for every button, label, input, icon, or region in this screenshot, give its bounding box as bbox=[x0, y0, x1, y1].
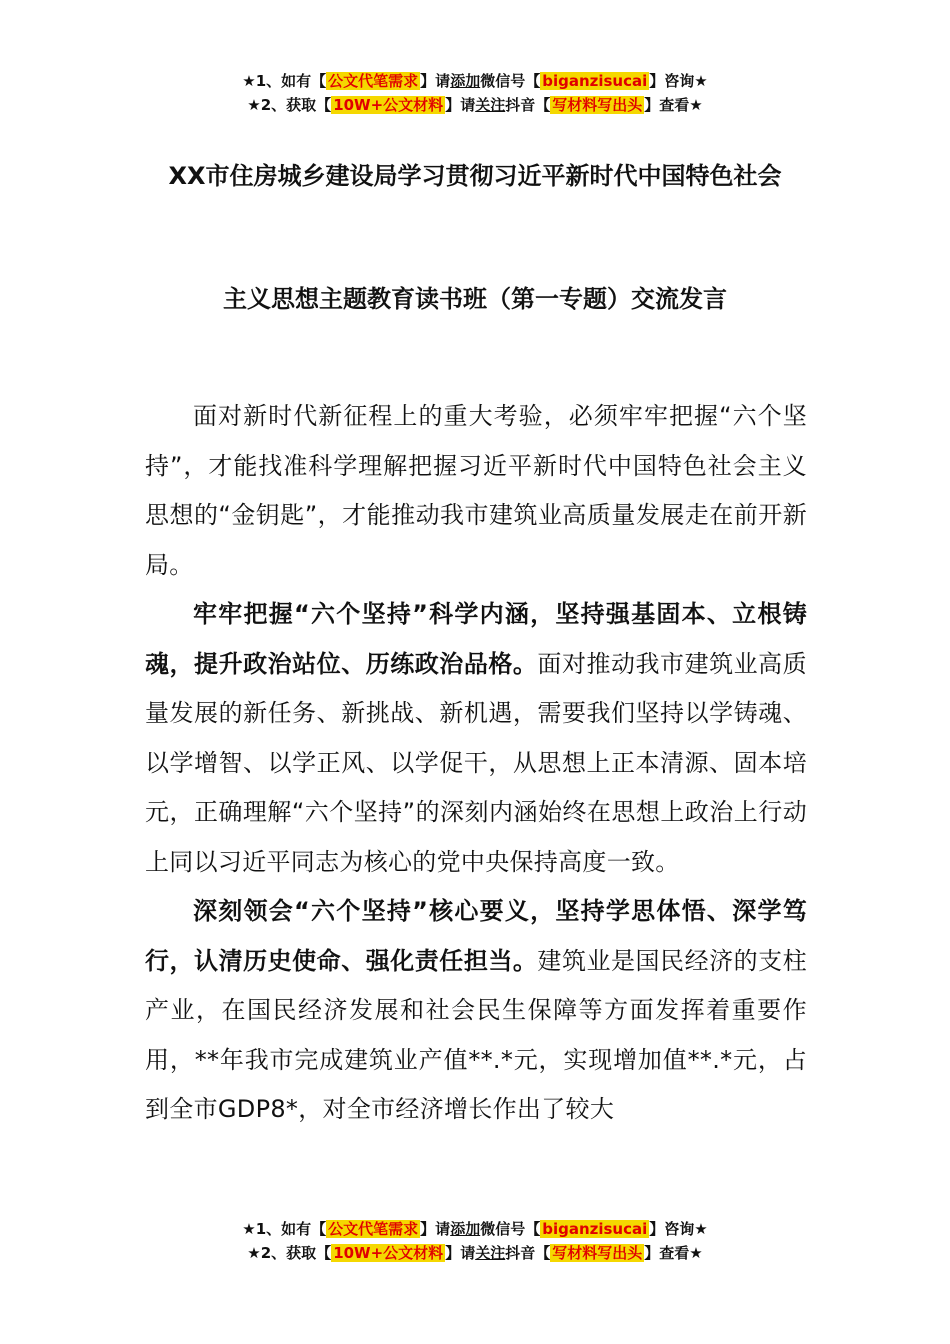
document-title-line-1: XX市住房城乡建设局学习贯彻习近平新时代中国特色社会 bbox=[168, 162, 782, 190]
highlight-wechat-id: biganzisucai bbox=[542, 72, 648, 90]
paragraph-2-text: 面对推动我市建筑业高质量发展的新任务、新挑战、新机遇，需要我们坚持以学铸魂、以学增智、以学正风、以学促干，从思想上正本清源、固本培元，正确理解“六个坚持”的深刻内涵始终在思想上政治上行动上同以习近平同志为核心的党中央保持高度一致。 bbox=[145, 649, 807, 876]
paragraph-1: 面对新时代新征程上的重大考验，必须牢牢把握“六个坚持”，才能找准科学理解把握习近平新时代中国特色社会主义思想的“金钥匙”，才能推动我市建筑业高质量发展走在前开新局。 bbox=[145, 402, 807, 579]
paragraph-2-heading: 牢牢把握“六个坚持”科学内涵，坚持强基固本、立根铸魂，提升政治站位、历练政治品格。 bbox=[145, 600, 807, 678]
header-banner bbox=[0, 69, 950, 117]
banner-line-1: ★1、如有【 公文代笔需求 】请添加微信号【 biganzisucai 】咨询★ bbox=[242, 72, 708, 90]
highlight-douyin: 写材料写出头 bbox=[552, 96, 643, 114]
paragraph-3-heading: 深刻领会“六个坚持”核心要义，坚持学思体悟、深学笃行，认清历史使命、强化责任担当。 bbox=[145, 897, 807, 975]
banner-line-1: ★1、如有【 公文代笔需求 】请添加微信号【 biganzisucai 】咨询★ bbox=[242, 1220, 708, 1238]
document-title-line-2: 主义思想主题教育读书班（第一专题）交流发言 bbox=[223, 285, 727, 313]
banner-line-2: ★2、获取【 10W+公文材料 】请关注抖音【 写材料写出头 】查看★ bbox=[247, 1244, 703, 1262]
highlight-wechat-id: biganzisucai bbox=[542, 1220, 648, 1238]
banner-line-2: ★2、获取【 10W+公文材料 】请关注抖音【 写材料写出头 】查看★ bbox=[247, 96, 703, 114]
document-body bbox=[145, 392, 807, 1135]
highlight-douyin: 写材料写出头 bbox=[552, 1244, 643, 1262]
highlight-service: 公文代笔需求 bbox=[328, 1220, 419, 1238]
highlight-materials: 10W+公文材料 bbox=[333, 1244, 444, 1262]
paragraph-3-text: 建筑业是国民经济的支柱产业，在国民经济发展和社会民生保障等方面发挥着重要作用，**年我市完成建筑业产值**.*元，实现增加值**.*元，占到全市GDP8*，对全市经济增长作出了较大 bbox=[145, 946, 807, 1123]
footer-banner bbox=[0, 1217, 950, 1265]
paragraph-2 bbox=[145, 590, 807, 887]
highlight-materials: 10W+公文材料 bbox=[333, 96, 444, 114]
paragraph-3 bbox=[145, 887, 807, 1135]
highlight-service: 公文代笔需求 bbox=[328, 72, 419, 90]
